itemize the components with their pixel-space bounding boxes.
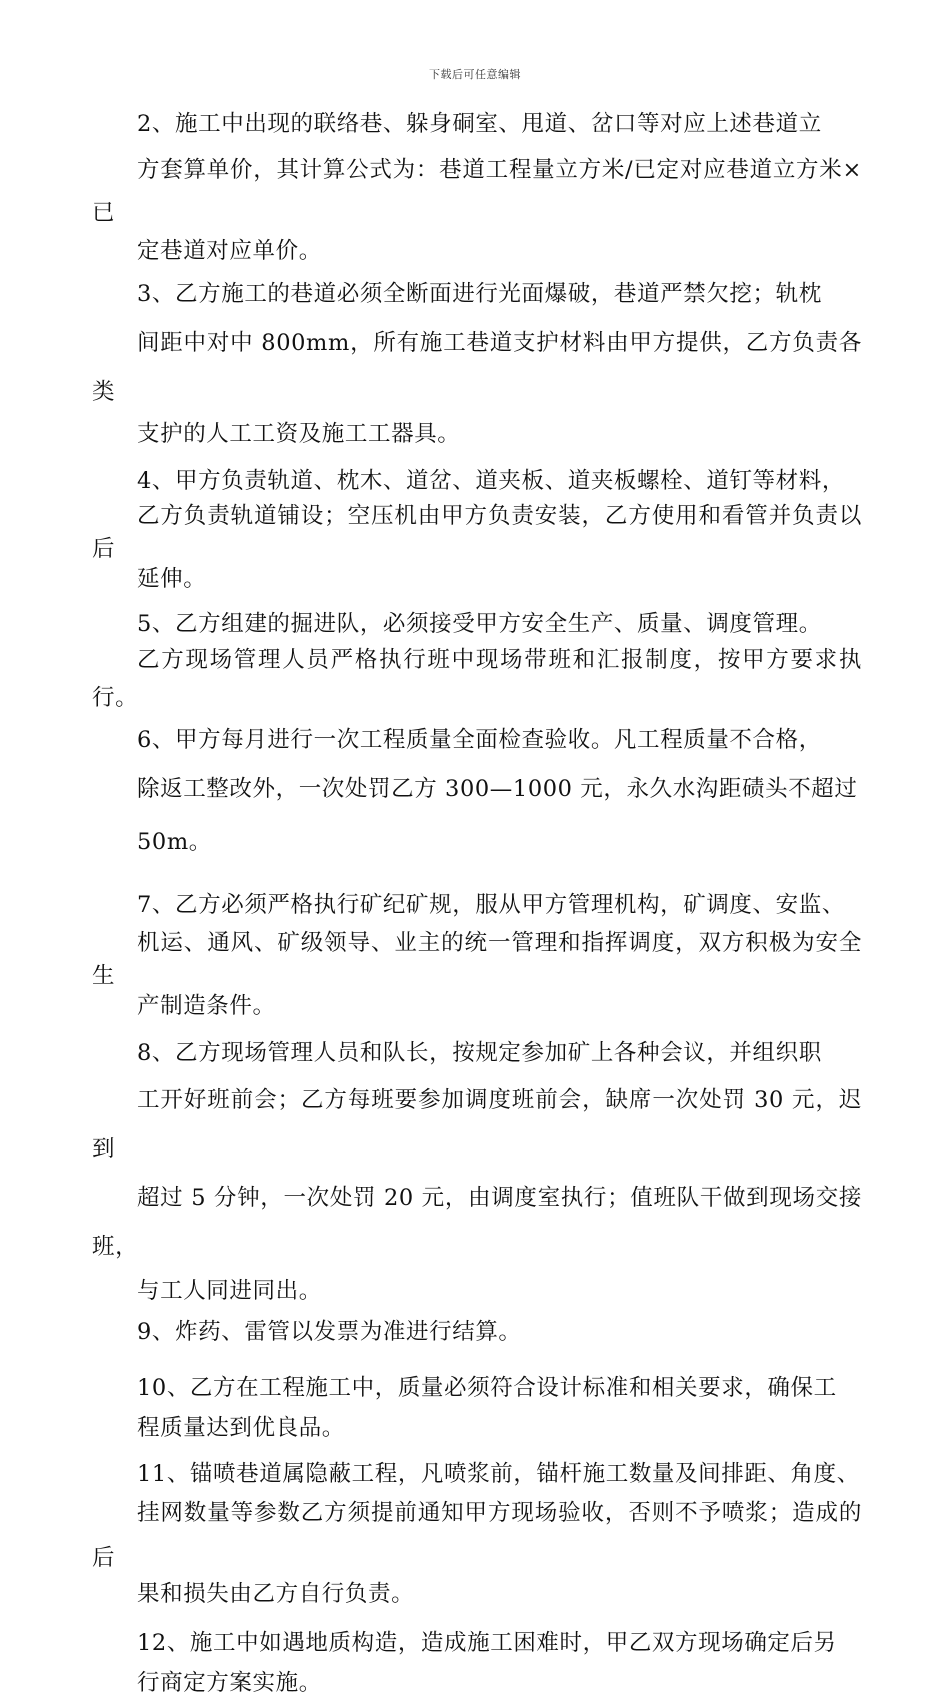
clause-7: [92, 883, 862, 1020]
clause-line: 机运、通风、矿级领导、业主的统一管理和指挥调度，双方积极为安全生: [92, 930, 862, 989]
clause-line: 方套算单价，其计算公式为：巷道工程量立方米/已定对应巷道立方米×已: [92, 157, 862, 226]
clause-line: 挂网数量等参数乙方须提前通知甲方现场验收，否则不予喷浆；造成的后: [92, 1500, 862, 1571]
clause-line: 50m。: [137, 829, 212, 855]
clause-line: 3、乙方施工的巷道必须全断面进行光面爆破，巷道严禁欠挖；轨枕: [137, 281, 822, 307]
clause-11: [92, 1458, 862, 1607]
clause-line: 5、乙方组建的掘进队，必须接受甲方安全生产、质量、调度管理。: [137, 611, 822, 637]
clause-4: [92, 462, 862, 592]
clause-line: 6、甲方每月进行一次工程质量全面检查验收。凡工程质量不合格，: [137, 727, 822, 753]
clause-10: [92, 1368, 862, 1448]
clause-3: [92, 270, 862, 452]
document-body: [92, 100, 862, 1703]
clause-line: 2、施工中出现的联络巷、躲身硐室、甩道、岔口等对应上述巷道立: [137, 111, 822, 137]
clause-line: 7、乙方必须严格执行矿纪矿规，服从甲方管理机构，矿调度、安监、: [137, 892, 845, 918]
clause-line: 定巷道对应单价。: [137, 238, 322, 264]
clause-line: 10、乙方在工程施工中，质量必须符合设计标准和相关要求，确保工: [137, 1375, 837, 1401]
clause-9: [92, 1312, 862, 1352]
clause-line: 4、甲方负责轨道、枕木、道岔、道夹板、道夹板螺栓、道钉等材料，: [137, 468, 845, 494]
clause-line: 果和损失由乙方自行负责。: [137, 1581, 415, 1607]
clause-line: 9、炸药、雷管以发票为准进行结算。: [137, 1319, 522, 1345]
clause-line: 与工人同进同出。: [137, 1278, 322, 1304]
clause-line: 间距中对中 800mm，所有施工巷道支护材料由甲方提供，乙方负责各类: [92, 330, 862, 405]
clause-5: [92, 608, 862, 717]
clause-8: [92, 1030, 862, 1310]
clause-line: 11、锚喷巷道属隐蔽工程，凡喷浆前，锚杆施工数量及间排距、角度、: [137, 1461, 860, 1487]
clause-line: 产制造条件。: [137, 993, 276, 1019]
page-header: 下载后可任意编辑: [429, 68, 521, 81]
clause-12: [92, 1623, 862, 1703]
clause-line: 程质量达到优良品。: [137, 1415, 345, 1441]
clause-line: 12、施工中如遇地质构造，造成施工困难时，甲乙双方现场确定后另: [137, 1630, 837, 1656]
clause-2: [92, 100, 862, 268]
clause-line: 乙方负责轨道铺设；空压机由甲方负责安装，乙方使用和看管并负责以后: [92, 503, 862, 562]
clause-line: 8、乙方现场管理人员和队长，按规定参加矿上各种会议，并组织职: [137, 1040, 822, 1066]
clause-line: 乙方现场管理人员严格执行班中现场带班和汇报制度，按甲方要求执行。: [92, 647, 862, 711]
clause-line: 超过 5 分钟，一次处罚 20 元，由调度室执行；值班队干做到现场交接班，: [92, 1185, 862, 1260]
clause-line: 延伸。: [137, 566, 207, 592]
clause-line: 支护的人工工资及施工工器具。: [137, 421, 461, 447]
clause-line: 工开好班前会；乙方每班要参加调度班前会，缺席一次处罚 30 元，迟到: [92, 1087, 862, 1162]
clause-line: 除返工整改外，一次处罚乙方 300—1000 元，永久水沟距碛头不超过: [137, 776, 858, 802]
clause-line: 行商定方案实施。: [137, 1670, 322, 1696]
clause-6: [92, 719, 862, 867]
